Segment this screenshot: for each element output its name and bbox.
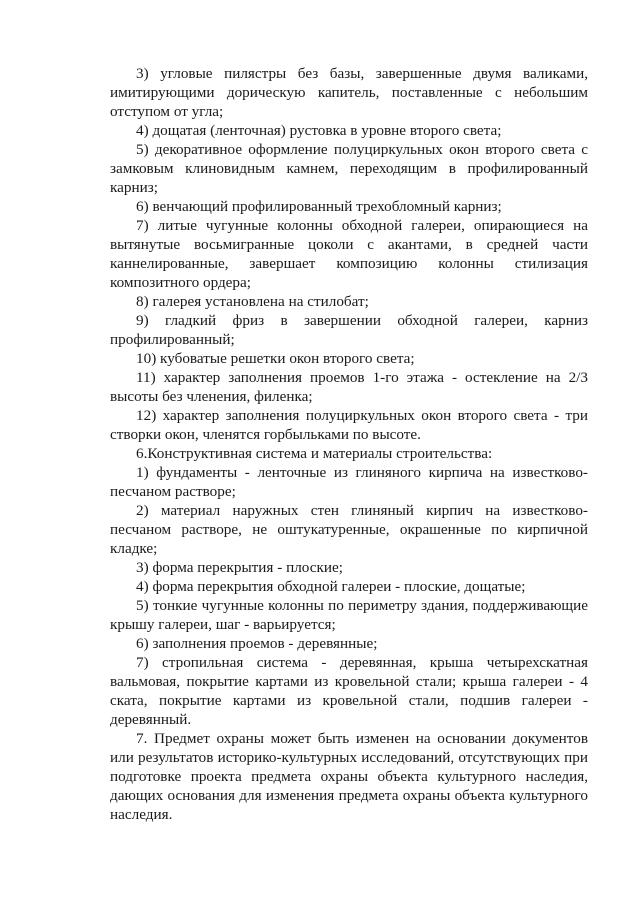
paragraph-cornice: 6) венчающий профилированный трехобломный карниз; bbox=[136, 198, 502, 215]
paragraph-ground-floor-openings: 11) характер заполнения проемов 1-го этажа - остекление на 2/3 высоты без членения, филенка; bbox=[110, 369, 588, 405]
paragraph-window-grilles: 10) кубоватые решетки окон второго света; bbox=[136, 350, 415, 367]
paragraph-exterior-walls: 2) материал наружных стен глиняный кирпич на известково-песчаном растворе, не оштукатуренные, окрашенные по кирпичной кладке; bbox=[110, 502, 588, 557]
paragraph-arched-window-fill: 12) характер заполнения полуциркульных окон второго света - три створки окон, членятся горбыльками по высоте. bbox=[110, 407, 588, 443]
paragraph-perimeter-columns: 5) тонкие чугунные колонны по периметру здания, поддерживающие крышу галереи, шаг - варьируется; bbox=[110, 597, 588, 633]
paragraph-protection-subject-change: 7. Предмет охраны может быть изменен на основании документов или результатов историко-культурных исследований, отсутствующих при подготовке проекта предмета охраны объекта культурного наследия, дающих основания для изменения предмета охраны объекта культурного наследия. bbox=[110, 730, 588, 823]
paragraph-cast-iron-columns: 7) литые чугунные колонны обходной галереи, опирающиеся на вытянутые восьмигранные цоколи с акантами, в средней части каннелированные, завершает композицию колонны стилизация композитного ордера; bbox=[110, 217, 588, 291]
paragraph-foundations: 1) фундаменты - ленточные из глиняного кирпича на известково-песчаном растворе; bbox=[110, 464, 588, 500]
document-page bbox=[110, 64, 588, 824]
paragraph-roof-system: 7) стропильная система - деревянная, крыша четырехскатная вальмовая, покрытие картами из кровельной стали; крыша галереи - 4 ската, покрытие картами из кровельной стали, подшив галереи - деревянный. bbox=[110, 654, 588, 728]
paragraph-opening-fill: 6) заполнения проемов - деревянные; bbox=[136, 635, 378, 652]
paragraph-pilasters: 3) угловые пилястры без базы, завершенные двумя валиками, имитирующими дорическую капитель, поставленные с небольшим отступом от угла; bbox=[110, 65, 588, 120]
paragraph-rustication: 4) дощатая (ленточная) рустовка в уровне второго света; bbox=[136, 122, 502, 139]
paragraph-floor-slab-form: 3) форма перекрытия - плоские; bbox=[136, 559, 343, 576]
paragraph-stylobate: 8) галерея установлена на стилобат; bbox=[136, 293, 369, 310]
paragraph-window-decoration: 5) декоративное оформление полуциркульных окон второго света с замковым клиновидным камнем, переходящим в профилированный карниз; bbox=[110, 141, 588, 196]
section-heading-structural-system: 6.Конструктивная система и материалы строительства: bbox=[136, 445, 493, 462]
paragraph-frieze: 9) гладкий фриз в завершении обходной галереи, карниз профилированный; bbox=[110, 312, 588, 348]
paragraph-gallery-floor-form: 4) форма перекрытия обходной галереи - плоские, дощатые; bbox=[136, 578, 526, 595]
